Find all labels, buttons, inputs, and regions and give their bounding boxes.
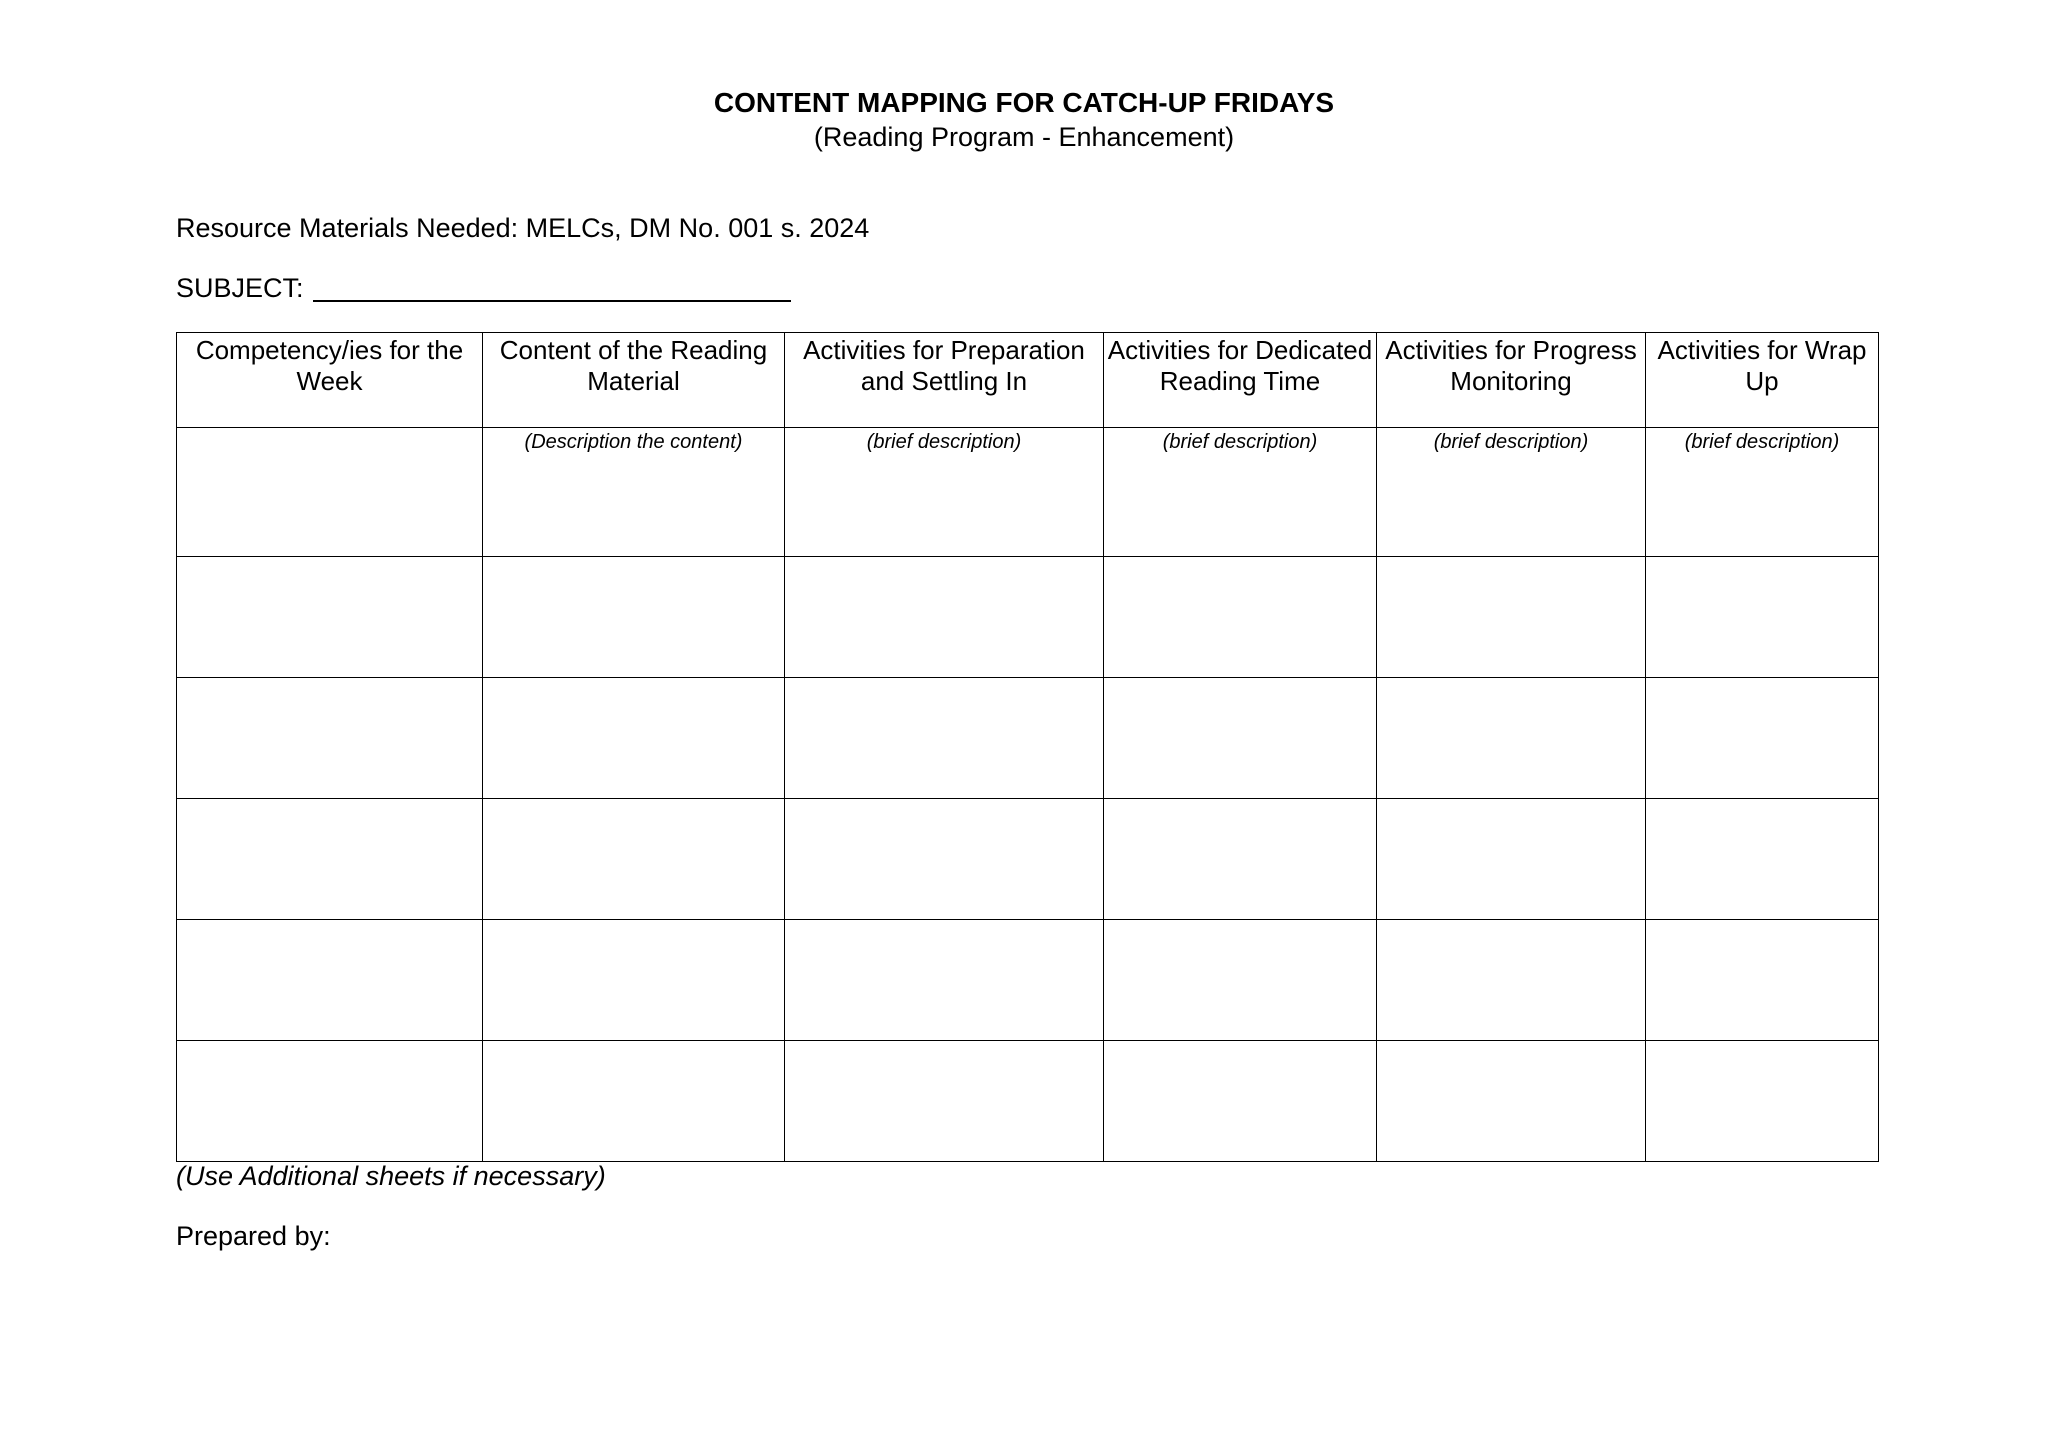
table-cell[interactable] (1377, 799, 1646, 920)
table-row (177, 1041, 1879, 1162)
table-cell[interactable] (785, 1041, 1104, 1162)
table-cell[interactable] (1104, 920, 1377, 1041)
table-cell[interactable] (177, 428, 483, 557)
table-cell[interactable] (483, 678, 785, 799)
table-cell[interactable] (1646, 557, 1879, 678)
prepared-by-label: Prepared by: (176, 1221, 331, 1251)
header-competency: Competency/ies for the Week (177, 333, 483, 428)
table-cell[interactable] (1646, 799, 1879, 920)
content-mapping-table (176, 332, 1879, 1162)
table-row (177, 428, 1879, 557)
header-wrap-up: Activities for Wrap Up (1646, 333, 1879, 428)
table-cell[interactable] (483, 799, 785, 920)
table-row (177, 557, 1879, 678)
header-content: Content of the Reading Material (483, 333, 785, 428)
table-row (177, 678, 1879, 799)
table-cell[interactable] (1377, 1041, 1646, 1162)
table-cell[interactable] (1104, 557, 1377, 678)
table-cell[interactable] (483, 557, 785, 678)
document-subtitle: (Reading Program - Enhancement) (813, 122, 1235, 152)
table-cell[interactable] (177, 557, 483, 678)
header-progress-monitoring: Activities for Progress Monitoring (1377, 333, 1646, 428)
document-title: CONTENT MAPPING FOR CATCH-UP FRIDAYS (713, 87, 1335, 118)
table-cell[interactable] (785, 920, 1104, 1041)
table-cell[interactable] (483, 920, 785, 1041)
table-header-row (177, 333, 1879, 428)
table-cell[interactable]: (brief description) (1646, 428, 1879, 557)
table-cell[interactable]: (brief description) (785, 428, 1104, 557)
table-cell[interactable] (785, 678, 1104, 799)
table-cell[interactable] (1646, 1041, 1879, 1162)
table-cell[interactable] (1377, 678, 1646, 799)
table-cell[interactable] (1104, 678, 1377, 799)
additional-sheets-note: (Use Additional sheets if necessary) (176, 1161, 606, 1191)
table-cell[interactable] (177, 920, 483, 1041)
table-cell[interactable] (1104, 799, 1377, 920)
table-cell[interactable] (177, 1041, 483, 1162)
table-cell[interactable] (483, 1041, 785, 1162)
table-row (177, 799, 1879, 920)
table-cell[interactable]: (Description the content) (483, 428, 785, 557)
table-cell[interactable]: (brief description) (1104, 428, 1377, 557)
table-cell[interactable] (1646, 678, 1879, 799)
subject-blank-line[interactable] (313, 300, 791, 302)
subject-label: SUBJECT: (176, 273, 304, 303)
header-dedicated-reading: Activities for Dedicated Reading Time (1104, 333, 1377, 428)
resource-materials-text: Resource Materials Needed: MELCs, DM No. 001 s. 2024 (176, 213, 870, 243)
table-cell[interactable] (1646, 920, 1879, 1041)
table-cell[interactable] (1377, 920, 1646, 1041)
table-row (177, 920, 1879, 1041)
table-cell[interactable] (1104, 1041, 1377, 1162)
table-cell[interactable] (177, 678, 483, 799)
table-cell[interactable]: (brief description) (1377, 428, 1646, 557)
table-cell[interactable] (1377, 557, 1646, 678)
table-cell[interactable] (177, 799, 483, 920)
table-cell[interactable] (785, 799, 1104, 920)
table-cell[interactable] (785, 557, 1104, 678)
header-preparation: Activities for Preparation and Settling In (785, 333, 1104, 428)
